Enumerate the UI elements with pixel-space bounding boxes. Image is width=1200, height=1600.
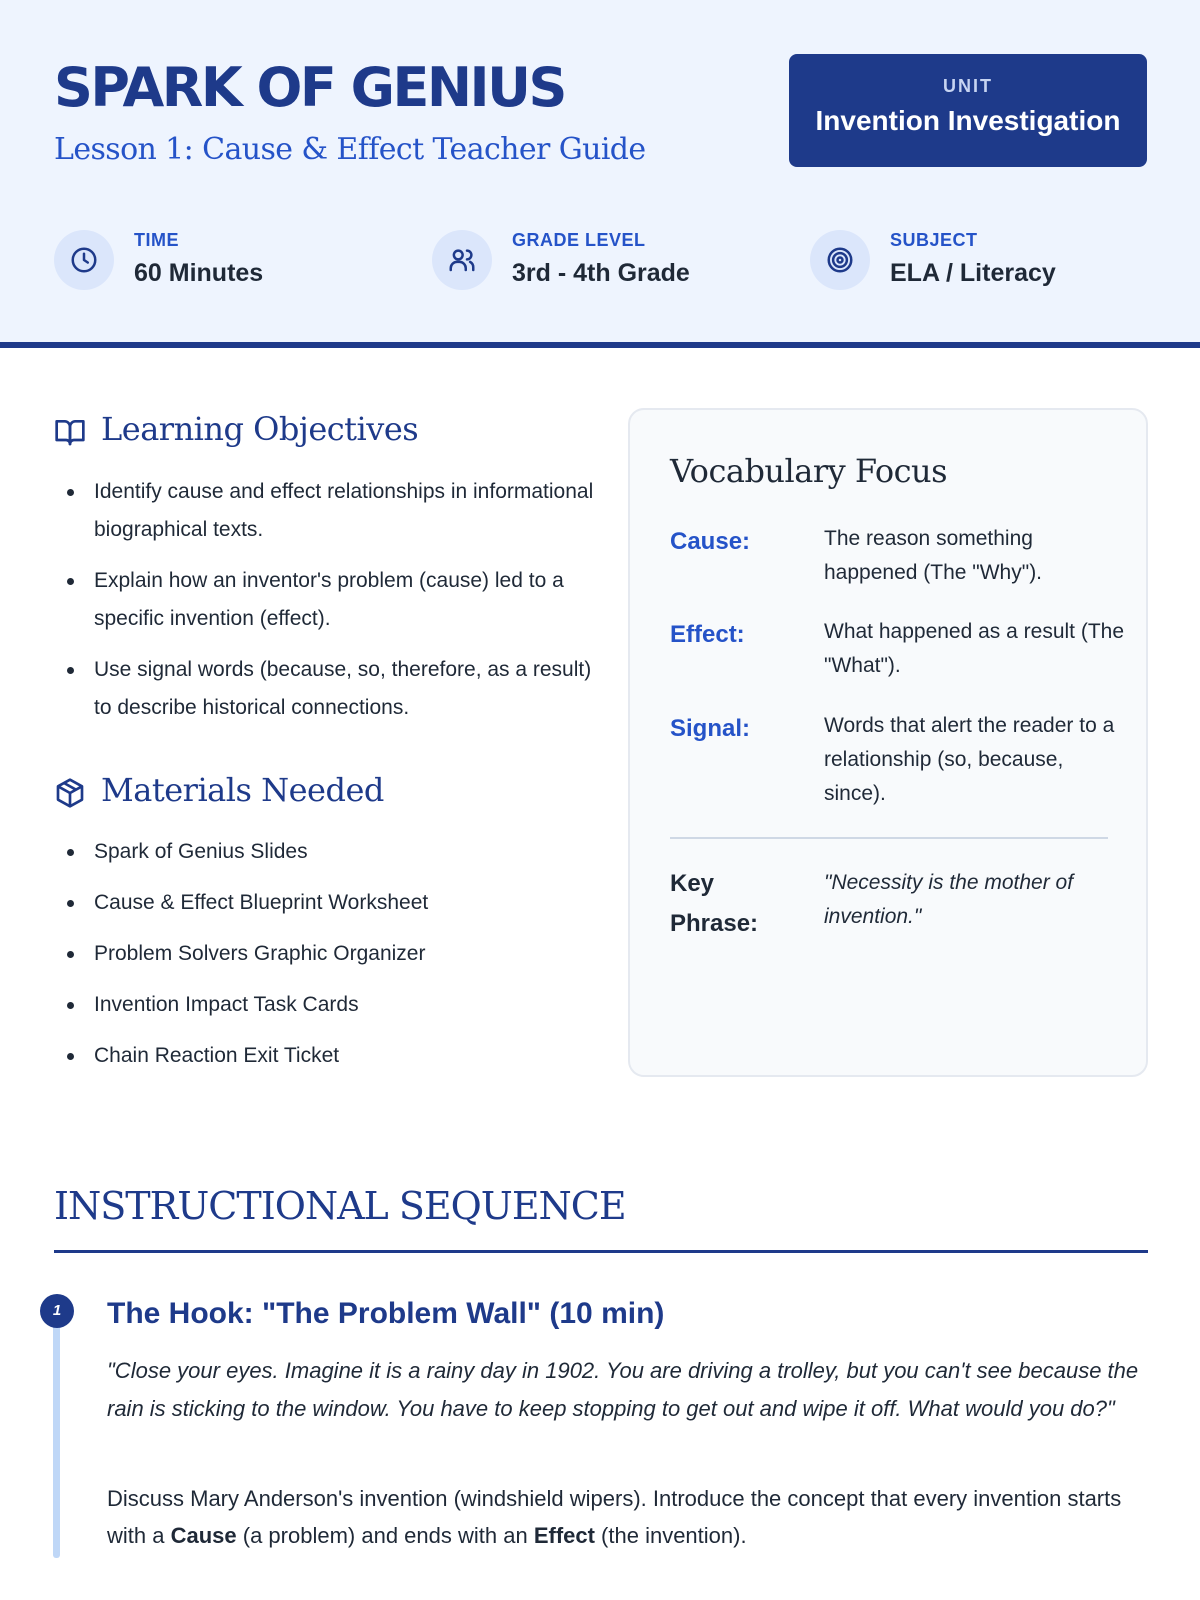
lesson-subtitle: Lesson 1: Cause & Effect Teacher Guide bbox=[54, 132, 646, 167]
list-item: Use signal words (because, so, therefore, as a result) to describe historical connections. bbox=[54, 651, 594, 727]
clock-icon bbox=[54, 230, 114, 290]
materials-list bbox=[54, 837, 594, 1092]
step-body-effect: Effect bbox=[533, 1523, 595, 1548]
vocab-term: Signal: bbox=[670, 715, 751, 742]
materials-heading bbox=[54, 771, 594, 815]
timeline-bar bbox=[53, 1318, 60, 1558]
step-number-badge: 1 bbox=[40, 1294, 74, 1328]
step-body-text: Discuss Mary Anderson's invention (windshield wipers). Introduce the concept that every invention starts with a bbox=[107, 1486, 1122, 1548]
vocabulary-title: Vocabulary Focus bbox=[670, 452, 948, 490]
list-item: Identify cause and effect relationships in informational biographical texts. bbox=[54, 473, 594, 549]
list-item: Invention Impact Task Cards bbox=[54, 990, 594, 1020]
meta-label: GRADE LEVEL bbox=[512, 230, 646, 250]
objectives-list bbox=[54, 473, 594, 740]
list-item: Problem Solvers Graphic Organizer bbox=[54, 939, 594, 969]
unit-name: Invention Investigation bbox=[815, 105, 1121, 136]
meta-value: 3rd - 4th Grade bbox=[512, 259, 690, 287]
lesson-header bbox=[0, 0, 1200, 348]
sequence-title: INSTRUCTIONAL SEQUENCE bbox=[54, 1184, 626, 1228]
vocab-term: Cause: bbox=[670, 528, 751, 555]
vocab-term: Effect: bbox=[670, 621, 745, 648]
list-item: Spark of Genius Slides bbox=[54, 837, 594, 867]
step-body-text: (a problem) and ends with an bbox=[236, 1523, 534, 1548]
list-item: Chain Reaction Exit Ticket bbox=[54, 1041, 594, 1071]
meta-subject bbox=[810, 226, 1140, 296]
vocab-divider bbox=[670, 837, 1108, 839]
step-body bbox=[107, 1480, 1147, 1554]
meta-grade-level bbox=[432, 226, 762, 296]
step-body-cause: Cause bbox=[170, 1523, 237, 1548]
meta-value: ELA / Literacy bbox=[890, 259, 1056, 287]
list-item: Explain how an inventor's problem (cause) led to a specific invention (effect). bbox=[54, 562, 594, 638]
meta-time bbox=[54, 226, 384, 296]
objectives-heading bbox=[54, 410, 594, 454]
vocab-definition: The reason something happened (The "Why"). bbox=[824, 527, 1043, 584]
key-phrase-label: Key Phrase: bbox=[670, 870, 759, 937]
step-body-text: (the invention). bbox=[594, 1523, 747, 1548]
vocab-definition: What happened as a result (The "What"). bbox=[824, 620, 1125, 677]
vocab-definition: Words that alert the reader to a relationship (so, because, since). bbox=[824, 714, 1115, 805]
package-icon bbox=[54, 777, 86, 817]
target-icon bbox=[810, 230, 870, 290]
vocabulary-card bbox=[628, 408, 1148, 1077]
users-icon bbox=[432, 230, 492, 290]
brand-title: SPARK OF GENIUS bbox=[54, 56, 565, 119]
meta-value: 60 Minutes bbox=[134, 259, 264, 287]
materials-heading-text: Materials Needed bbox=[101, 771, 384, 809]
sequence-divider bbox=[54, 1250, 1148, 1253]
meta-label: TIME bbox=[134, 230, 179, 250]
unit-badge bbox=[789, 54, 1147, 167]
step-quote: "Close your eyes. Imagine it is a rainy day in 1902. You are driving a trolley, but you can't see because the rain is sticking to the window. You have to keep stopping to get out and wipe it off. What would you do?" bbox=[107, 1358, 1139, 1421]
objectives-heading-text: Learning Objectives bbox=[101, 410, 419, 448]
key-phrase-quote: "Necessity is the mother of invention." bbox=[824, 871, 1074, 928]
meta-label: SUBJECT bbox=[890, 230, 978, 250]
step-title: The Hook: "The Problem Wall" (10 min) bbox=[107, 1297, 665, 1330]
list-item: Cause & Effect Blueprint Worksheet bbox=[54, 888, 594, 918]
unit-label: UNIT bbox=[943, 76, 993, 96]
book-open-icon bbox=[54, 416, 86, 456]
